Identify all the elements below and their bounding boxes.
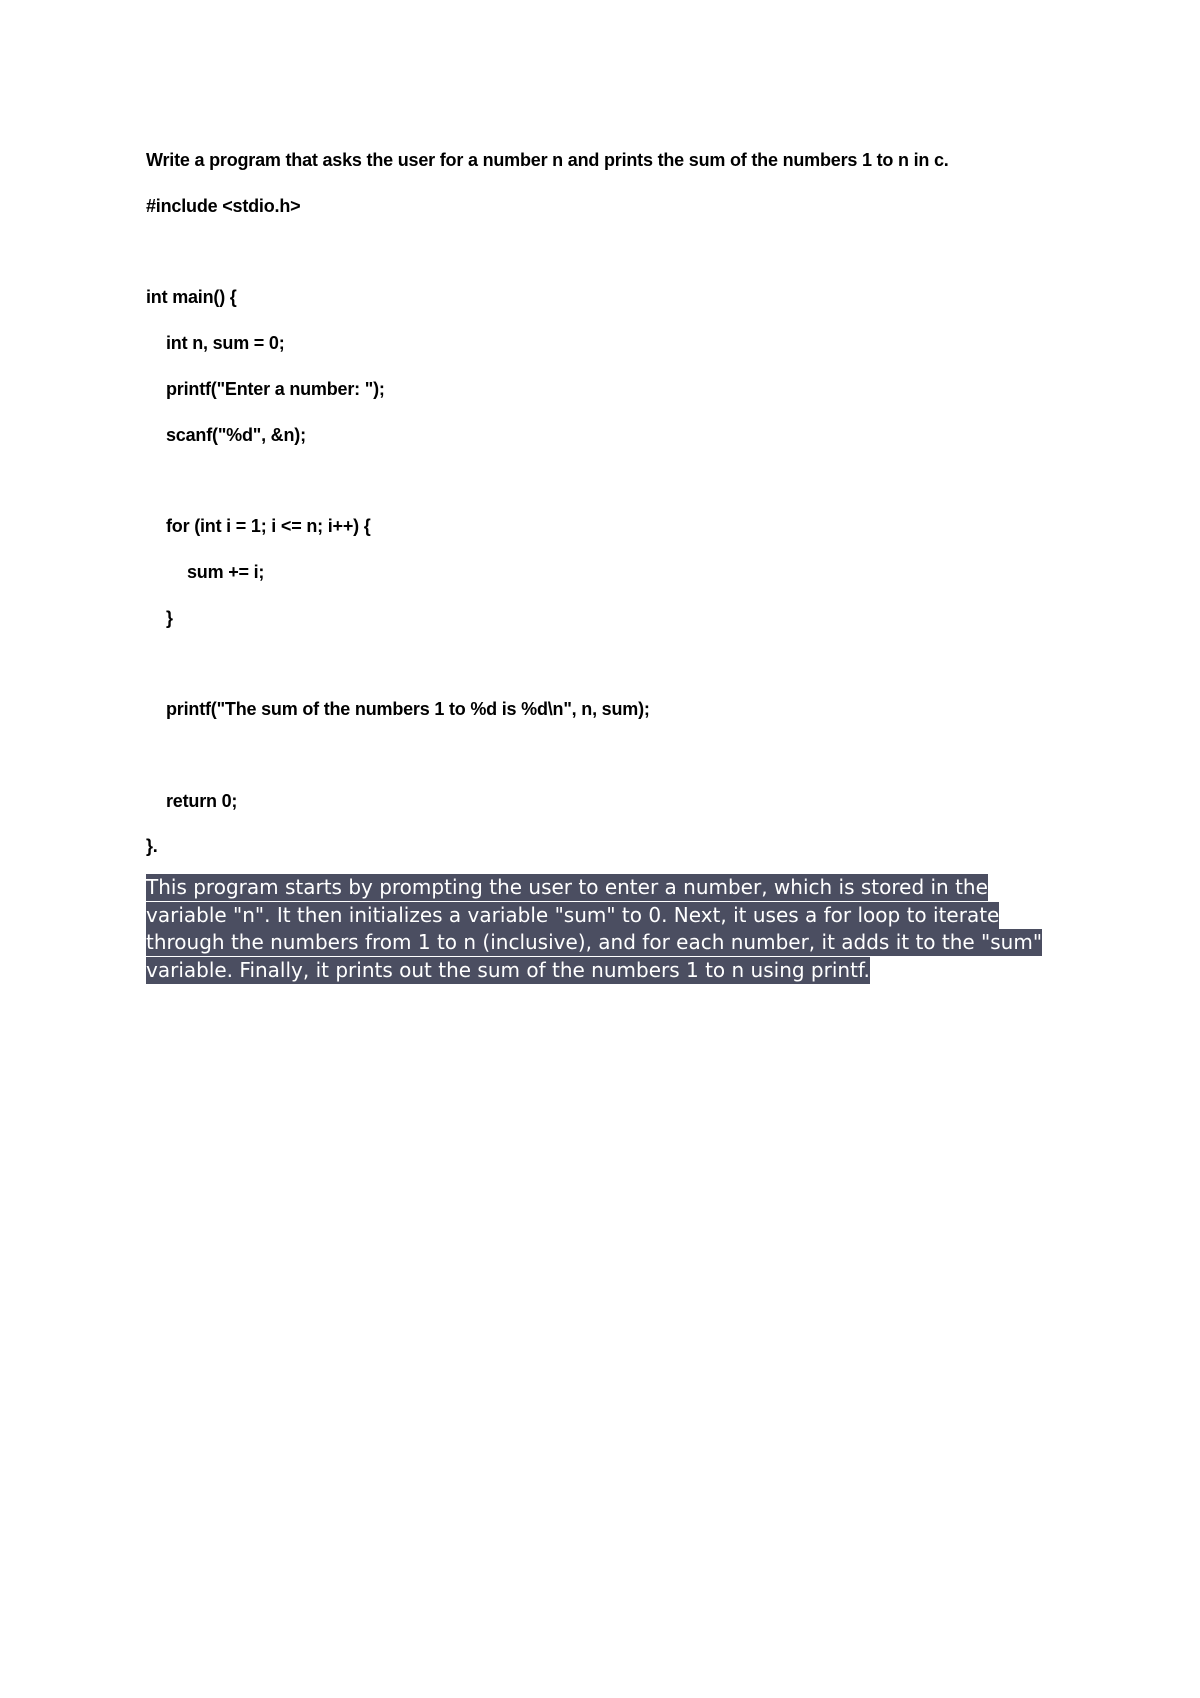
code-line-include: #include <stdio.h> [146, 196, 301, 216]
question-text: Write a program that asks the user for a number n and prints the sum of the numbers 1 to n in c. [146, 150, 949, 170]
code-line-sum: sum += i; [187, 562, 265, 582]
code-line-close-main: }. [146, 836, 158, 856]
explanation-paragraph[interactable] [146, 874, 1066, 984]
code-line-print-result: printf("The sum of the numbers 1 to %d is %d\n", n, sum); [166, 699, 650, 719]
code-line-main: int main() { [146, 287, 237, 307]
selected-text[interactable]: This program starts by prompting the user to enter a number, which is stored in the variable "n". It then initializes a variable "sum" to 0. Next, it uses a for loop to iterate through the numbers from 1 to n (inclusive), and for each number, it adds it to the "sum" variable. Finally, it prints out the sum of the numbers 1 to n using printf. [146, 875, 1043, 982]
code-line-scanf: scanf("%d", &n); [166, 425, 306, 445]
code-line-close-loop: } [166, 608, 173, 628]
code-line-prompt: printf("Enter a number: "); [166, 379, 385, 399]
code-line-for: for (int i = 1; i <= n; i++) { [166, 516, 371, 536]
code-line-declare: int n, sum = 0; [166, 333, 285, 353]
code-line-return: return 0; [166, 791, 238, 811]
